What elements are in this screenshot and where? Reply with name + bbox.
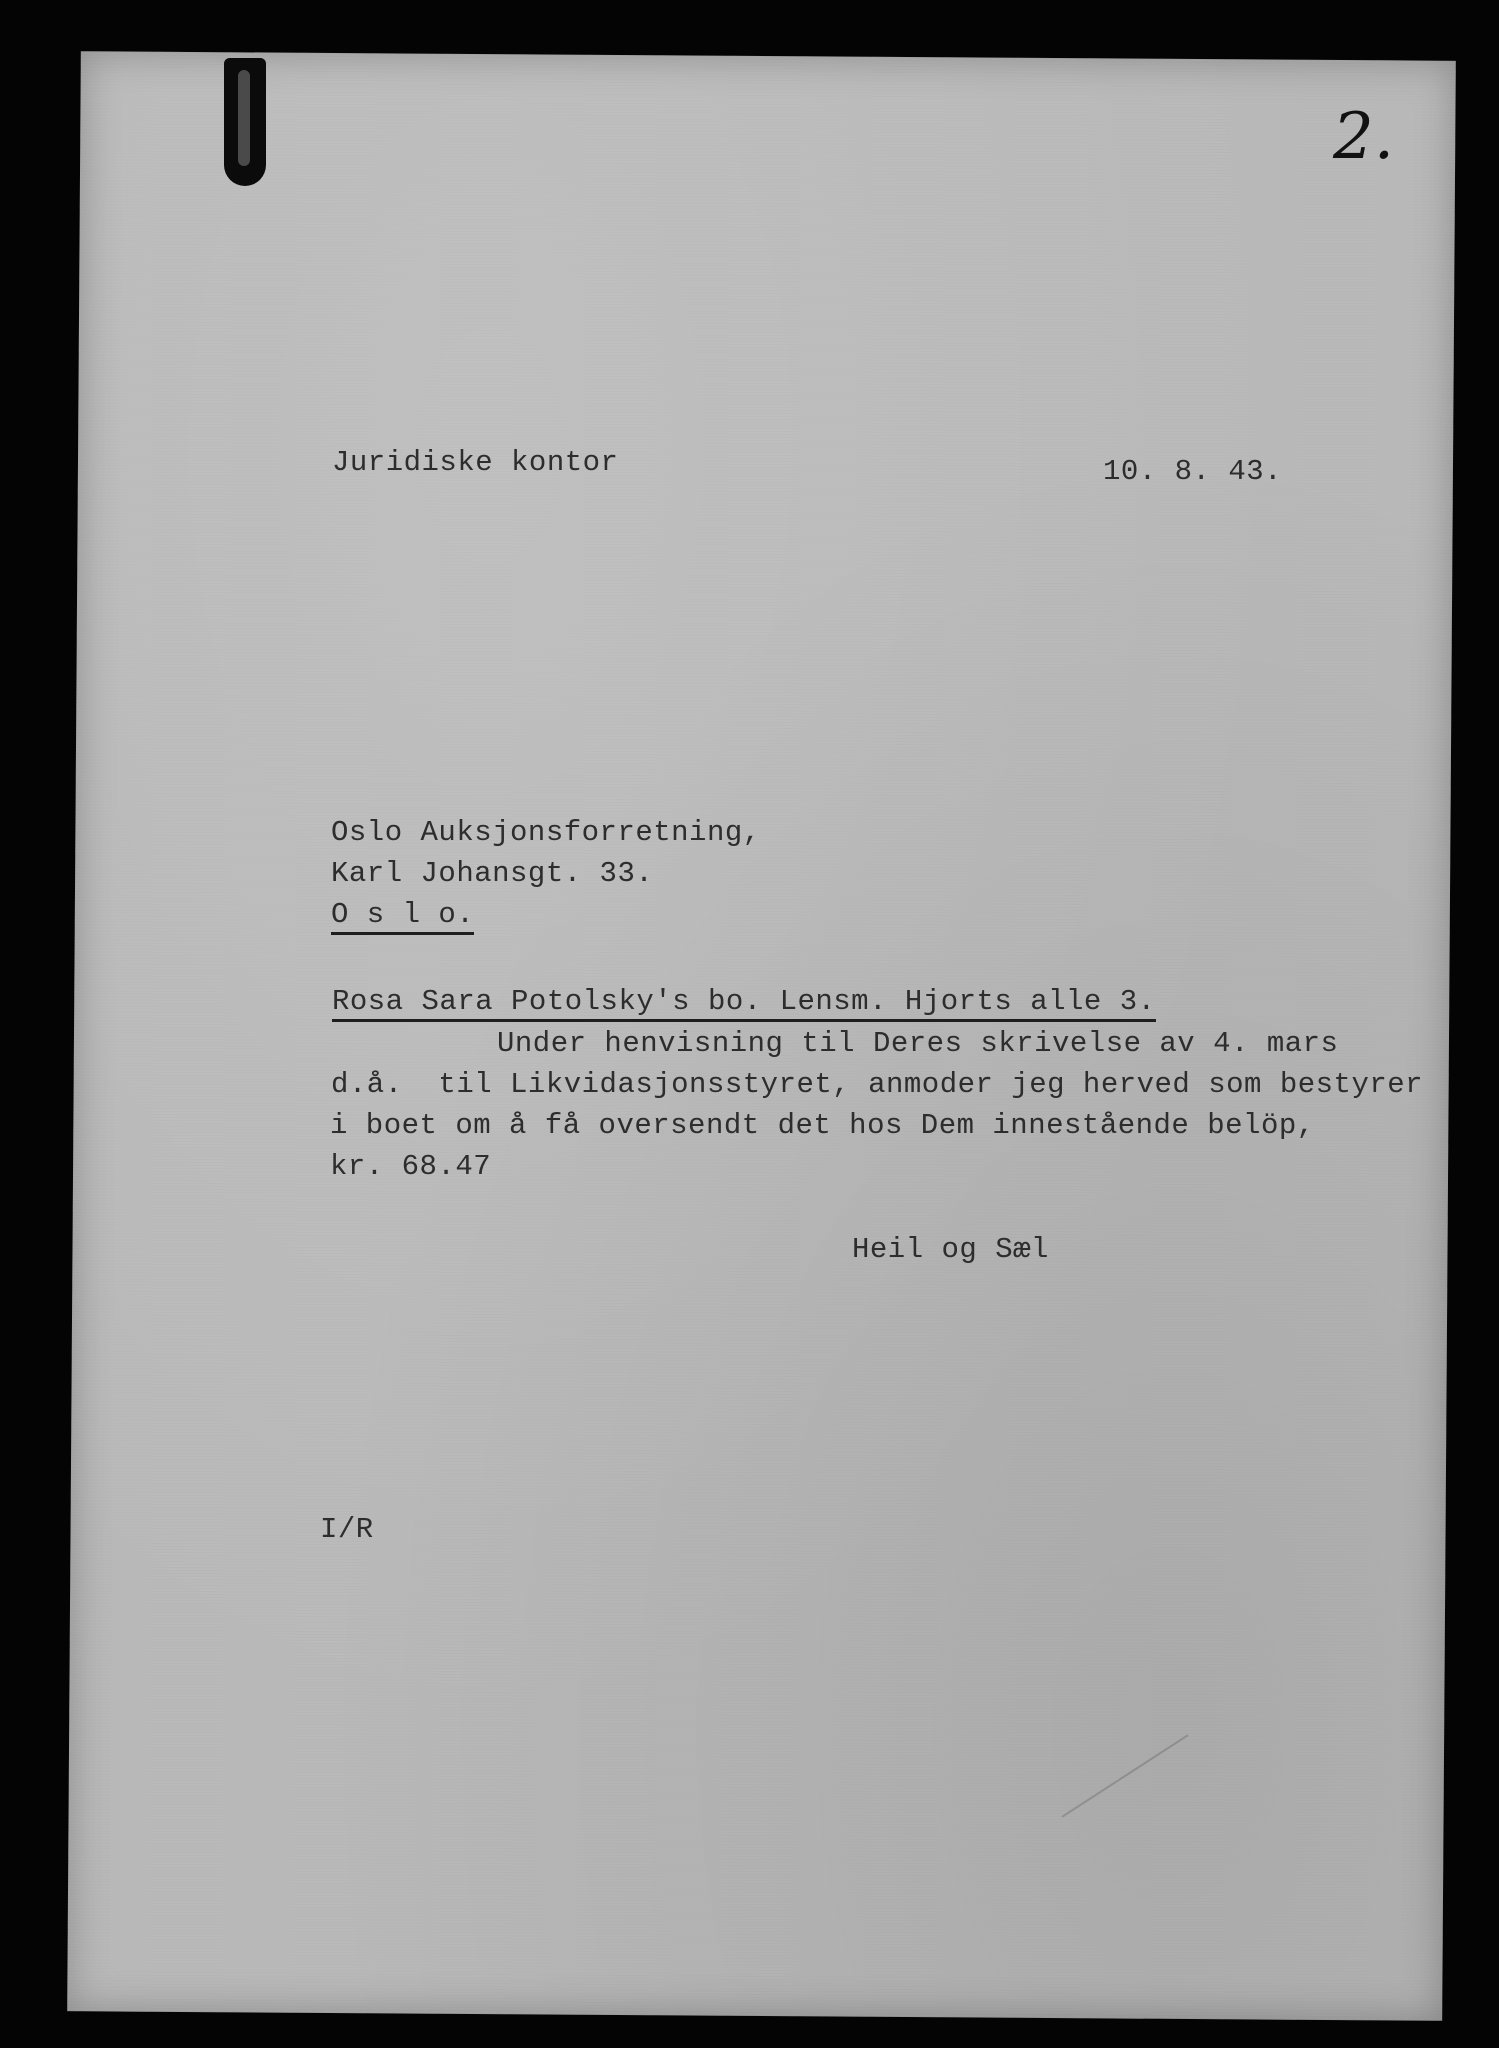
initials: I/R [320, 1513, 374, 1546]
page-number: 2. [1333, 100, 1395, 174]
body-line-4: kr. 68.47 [330, 1150, 492, 1183]
recipient-name: Oslo Auksjonsforretning, [331, 816, 761, 849]
office-heading: Juridiske kontor [332, 446, 619, 479]
recipient-city: O s l o. [331, 900, 474, 935]
body-line-1: Under henvisning til Deres skrivelse av 4. mars [497, 1027, 1339, 1060]
body-line-3: i boet om å få oversendt det hos Dem innestående belöp, [330, 1109, 1315, 1142]
closing-salutation: Heil og Sæl [852, 1233, 1049, 1266]
document-date: 10. 8. 43. [1103, 455, 1283, 488]
recipient-street: Karl Johansgt. 33. [331, 857, 654, 890]
subject-line: Rosa Sara Potolsky's bo. Lensm. Hjorts alle 3. [332, 987, 1156, 1022]
body-line-2: d.å. til Likvidasjonsstyret, anmoder jeg herved som bestyrer [331, 1068, 1424, 1101]
paper-clip-icon [224, 58, 266, 186]
